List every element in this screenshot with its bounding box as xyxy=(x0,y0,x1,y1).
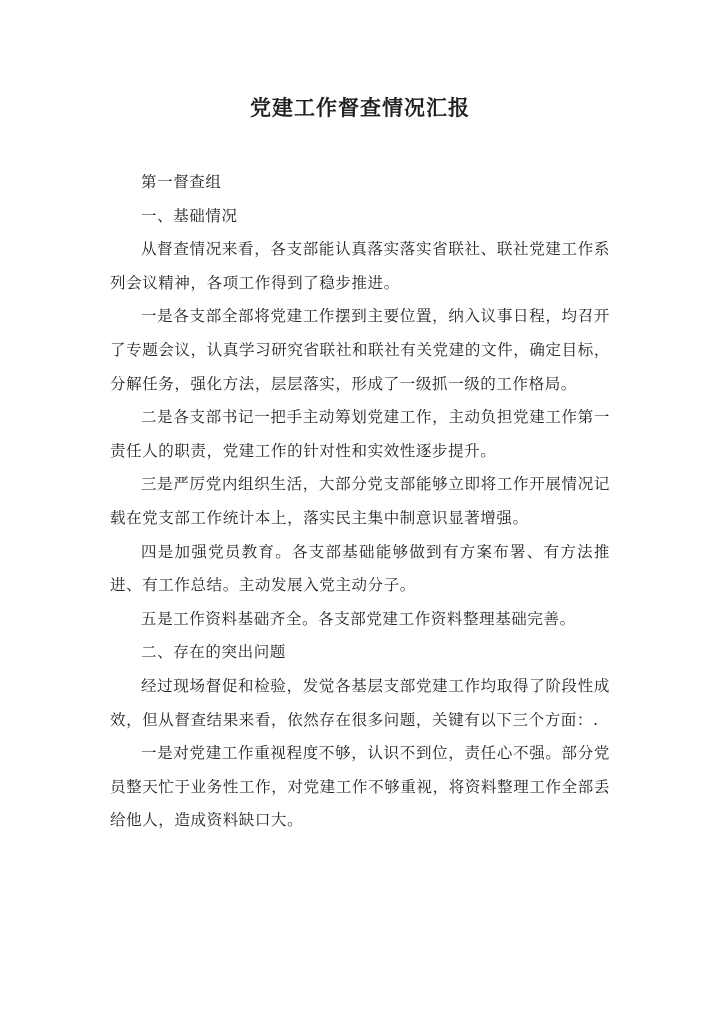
paragraph: 一是对党建工作重视程度不够，认识不到位，责任心不强。部分党员整天忙于业务性工作，对党建工作不够重视，将资料整理工作全部丢给他人，造成资料缺口大。 xyxy=(110,744,610,830)
section-heading-problems: 二、存在的突出问题 xyxy=(141,643,286,662)
paragraph: 五是工作资料基础齐全。各支部党建工作资料整理基础完善。 xyxy=(141,609,576,628)
document-body xyxy=(110,166,610,838)
paragraph: 经过现场督促和检验，发觉各基层支部党建工作均取得了阶段性成效，但从督查结果来看，依然存在很多问题，关键有以下三个方面：. xyxy=(110,676,610,729)
paragraph: 四是加强党员教育。各支部基础能够做到有方案布署、有方法推进、有工作总结。主动发展入党主动分子。 xyxy=(110,542,610,595)
paragraph: 二是各支部书记一把手主动筹划党建工作，主动负担党建工作第一责任人的职责，党建工作的针对性和实效性逐步提升。 xyxy=(110,408,610,460)
paragraph: 从督查情况来看，各支部能认真落实落实省联社、联社党建工作系列会议精神，各项工作得到了稳步推进。 xyxy=(110,240,610,292)
group-label: 第一督查组 xyxy=(141,173,222,191)
paragraph: 一是各支部全部将党建工作摆到主要位置，纳入议事日程，均召开了专题会议，认真学习研究省联社和联社有关党建的文件，确定目标，分解任务，强化方法，层层落实，形成了一级抓一级的工作格局。 xyxy=(110,307,610,393)
paragraph: 三是严厉党内组织生活，大部分党支部能够立即将工作开展情况记载在党支部工作统计本上，落实民主集中制意识显著增强。 xyxy=(110,475,610,527)
document-title: 党建工作督查情况汇报 xyxy=(250,95,470,120)
section-heading-basic: 一、基础情况 xyxy=(141,206,238,225)
